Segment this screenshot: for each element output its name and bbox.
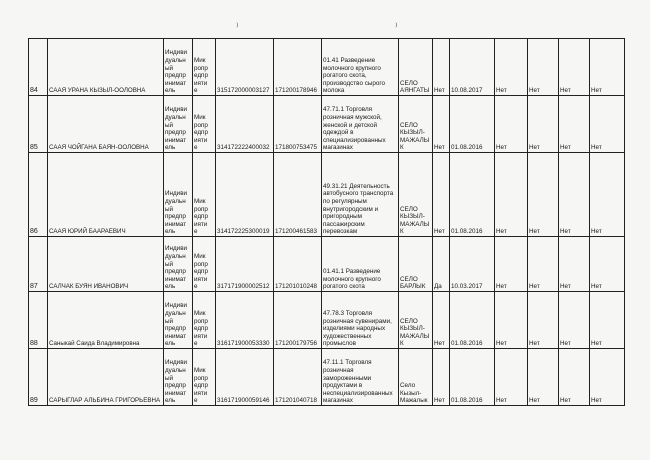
registry-date: 01.08.2016	[450, 349, 495, 406]
flag-cell: Да	[433, 237, 450, 292]
entrepreneur-name: СААЯ УРАНА КЫЗЫЛ-ООЛОВНА	[48, 39, 164, 96]
inn-number: 171201010248	[274, 237, 322, 292]
business-category: Мик ропр едпр ияти е	[193, 349, 216, 406]
entrepreneur-name: Саныкай Саида Владимировна	[48, 292, 164, 349]
registry-date: 10.08.2017	[450, 39, 495, 96]
flag-cell: Нет	[528, 96, 559, 153]
flag-cell: Нет	[528, 153, 559, 237]
locality: СЕЛО КЫЗЫЛ- МАЖАЛЫ К	[399, 96, 433, 153]
flag-cell: Нет	[495, 96, 528, 153]
flag-cell: Нет	[528, 292, 559, 349]
business-category: Мик ропр едпр ияти е	[193, 153, 216, 237]
flag-cell: Нет	[495, 153, 528, 237]
registry-date: 01.08.2016	[450, 153, 495, 237]
ogrnip-number: 315172000003127	[216, 39, 274, 96]
flag-cell: Нет	[559, 237, 590, 292]
row-number: 85	[29, 96, 48, 153]
ogrnip-number: 316171900053330	[216, 292, 274, 349]
business-category: Мик ропр едпр ияти е	[193, 39, 216, 96]
row-number: 84	[29, 39, 48, 96]
activity-description: 47.78.3 Торговля розничная сувенирами, изделиями народных художественных промыслов	[322, 292, 399, 349]
flag-cell: Нет	[590, 153, 625, 237]
entity-type: Индиви дуальн ый предпр инимат ель	[164, 39, 193, 96]
entity-type: Индиви дуальн ый предпр инимат ель	[164, 237, 193, 292]
inn-number: 171201040718	[274, 349, 322, 406]
row-number: 86	[29, 153, 48, 237]
entity-type: Индиви дуальн ый предпр инимат ель	[164, 153, 193, 237]
locality: Село Кызыл- Мажалык	[399, 349, 433, 406]
activity-description: 01.41.1 Разведение молочного крупного рогатого скота	[322, 237, 399, 292]
ogrnip-number: 317171900002512	[216, 237, 274, 292]
ogrnip-number: 314172225300019	[216, 153, 274, 237]
activity-description: 47.71.1 Торговля розничная мужской, женской и детской одеждой в специализированных магазинах	[322, 96, 399, 153]
flag-cell: Нет	[495, 349, 528, 406]
business-category: Мик ропр едпр ияти е	[193, 96, 216, 153]
flag-cell: Нет	[590, 96, 625, 153]
table-row	[29, 153, 625, 237]
flag-cell: Нет	[559, 96, 590, 153]
registry-table	[28, 38, 625, 406]
flag-cell: Нет	[528, 349, 559, 406]
inn-number: 171800753475	[274, 96, 322, 153]
flag-cell: Нет	[433, 96, 450, 153]
locality: СЕЛО КЫЗЫЛ- МАЖАЛЫ К	[399, 153, 433, 237]
activity-description: 01.41 Разведение молочного крупного рогатого скота, производство сырого молока	[322, 39, 399, 96]
flag-cell: Нет	[433, 153, 450, 237]
flag-cell: Нет	[590, 349, 625, 406]
table-row	[29, 96, 625, 153]
registry-date: 01.08.2016	[450, 96, 495, 153]
flag-cell: Нет	[559, 292, 590, 349]
locality: СЕЛО БАРЛЫК	[399, 237, 433, 292]
flag-cell: Нет	[528, 39, 559, 96]
inn-number: 171200178946	[274, 39, 322, 96]
table-row	[29, 292, 625, 349]
entity-type: Индиви дуальн ый предпр инимат ель	[164, 349, 193, 406]
flag-cell: Нет	[590, 39, 625, 96]
flag-cell: Нет	[559, 39, 590, 96]
locality: СЕЛО КЫЗЫЛ- МАЖАЛЫ К	[399, 292, 433, 349]
table-row	[29, 237, 625, 292]
inn-number: 171200461583	[274, 153, 322, 237]
locality: СЕЛО АЯНГАТЫ	[399, 39, 433, 96]
flag-cell: Нет	[495, 237, 528, 292]
activity-description: 49.31.21 Деятельность автобусного транспорта по регулярным внутригородским и пригородным пассажирским перевозкам	[322, 153, 399, 237]
business-category: Мик ропр едпр ияти е	[193, 237, 216, 292]
table-row	[29, 39, 625, 96]
flag-cell: Нет	[495, 292, 528, 349]
entrepreneur-name: САРЫГЛАР АЛЬБИНА ГРИГОРЬЕВНА	[48, 349, 164, 406]
entrepreneur-name: СААЯ ЧОЙГАНА БАЯН-ООЛОВНА	[48, 96, 164, 153]
flag-cell: Нет	[433, 349, 450, 406]
flag-cell: Нет	[433, 292, 450, 349]
business-category: Мик ропр едпр ияти е	[193, 292, 216, 349]
flag-cell: Нет	[590, 292, 625, 349]
punch-hole-mark-left: ⁾	[236, 22, 239, 33]
flag-cell: Нет	[495, 39, 528, 96]
flag-cell: Нет	[433, 39, 450, 96]
activity-description: 47.11.1 Торговля розничная замороженными продуктами в неспециализированных магазинах	[322, 349, 399, 406]
row-number: 88	[29, 292, 48, 349]
entity-type: Индиви дуальн ый предпр инимат ель	[164, 292, 193, 349]
table-row	[29, 349, 625, 406]
row-number: 87	[29, 237, 48, 292]
entity-type: Индиви дуальн ый предпр инимат ель	[164, 96, 193, 153]
flag-cell: Нет	[559, 349, 590, 406]
ogrnip-number: 314172222400032	[216, 96, 274, 153]
row-number: 89	[29, 349, 48, 406]
registry-date: 01.08.2016	[450, 292, 495, 349]
punch-hole-mark-right: ⁾	[395, 22, 398, 33]
ogrnip-number: 316171900059146	[216, 349, 274, 406]
flag-cell: Нет	[559, 153, 590, 237]
entrepreneur-name: САЛЧАК БУЯН ИВАНОВИЧ	[48, 237, 164, 292]
inn-number: 171200179756	[274, 292, 322, 349]
flag-cell: Нет	[590, 237, 625, 292]
flag-cell: Нет	[528, 237, 559, 292]
entrepreneur-name: СААЯ ЮРИЙ БААРАЕВИЧ	[48, 153, 164, 237]
registry-date: 10.03.2017	[450, 237, 495, 292]
